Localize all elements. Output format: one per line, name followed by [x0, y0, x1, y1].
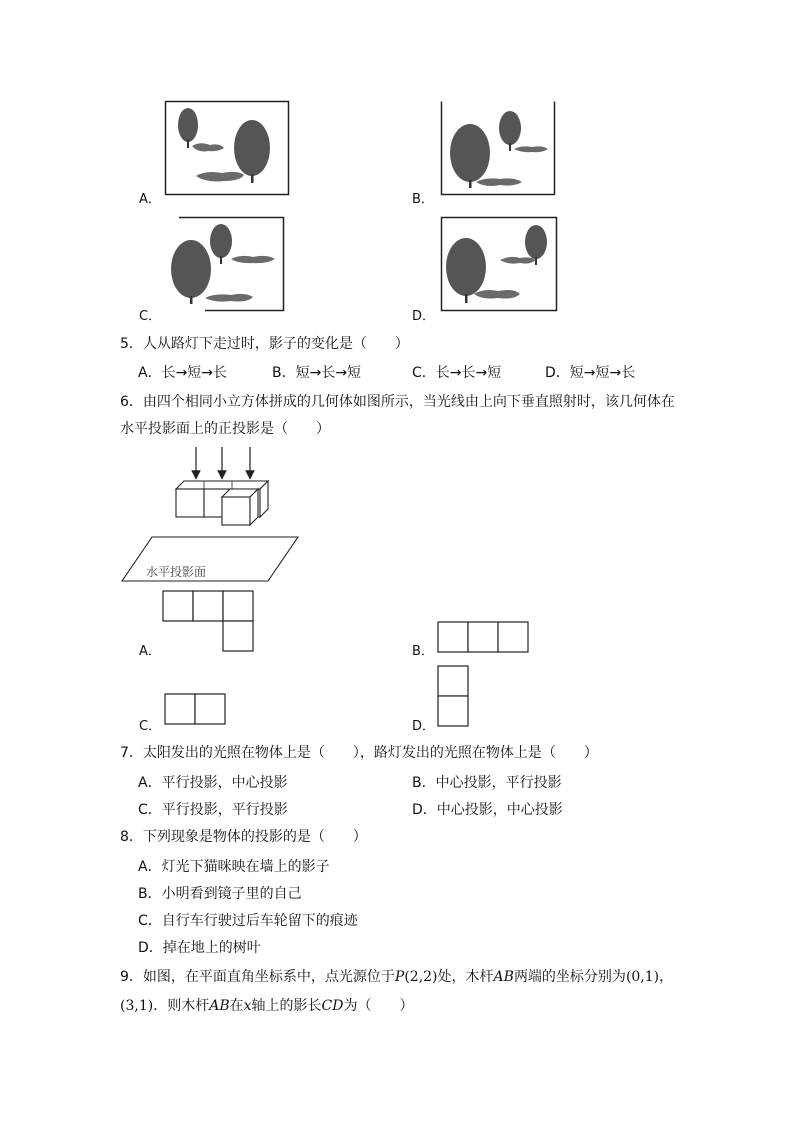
q8-option-b: B．小明看到镜子里的自己 — [138, 886, 302, 902]
q4-label-a: A． — [139, 192, 161, 207]
q4-figure-c — [165, 214, 287, 314]
q8-option-c: C．自行车行驶过后车轮留下的痕迹 — [138, 913, 358, 929]
q9-text-2a: ．则木杆 — [153, 998, 210, 1014]
q9-coord-p: (2,2) — [404, 969, 438, 985]
q4-figure-b — [438, 98, 558, 198]
q9-coord-b: (3,1) — [120, 998, 154, 1014]
q9-text-1c: 两端的坐标分别为 — [513, 969, 626, 985]
q9-stem-line2 — [120, 995, 413, 1015]
q9-seg-ab-2: AB — [209, 998, 230, 1014]
q6-figure-c — [164, 693, 228, 727]
q9-text-1a: 9．如图，在平面直角坐标系中，点光源位于 — [120, 969, 395, 985]
q5-option-b: B．短→长→短 — [272, 365, 362, 381]
q6-figure-a — [162, 590, 256, 654]
q6-stem-line2: 水平投影面上的正投影是（ ） — [120, 421, 330, 437]
q5-stem: 5．人从路灯下走过时，影子的变化是（ ） — [120, 336, 409, 352]
q7-stem: 7．太阳发出的光照在物体上是（ ），路灯发出的光照在物体上是（ ） — [120, 745, 598, 761]
q5-option-a: A．长→短→长 — [138, 365, 228, 381]
q7-option-a: A．平行投影，中心投影 — [138, 775, 288, 791]
q5-option-c: C．长→长→短 — [412, 365, 502, 381]
q8-option-a: A．灯光下猫咪映在墙上的影子 — [138, 859, 330, 875]
q4-label-d: D． — [412, 309, 436, 324]
q6-stem-line1: 6．由四个相同小立方体拼成的几何体如图所示，当光线由上向下垂直照射时，该几何体在 — [120, 394, 675, 410]
q9-stem-line1 — [120, 966, 673, 986]
q9-point-p: P — [394, 969, 405, 985]
q9-comma: ， — [659, 969, 674, 985]
q4-figure-d — [438, 214, 560, 314]
q9-text-2c: 轴上的影长 — [251, 998, 322, 1014]
q6-label-a: A． — [139, 644, 161, 659]
q4-label-c: C． — [139, 309, 162, 324]
q7-option-d: D．中心投影，中心投影 — [412, 802, 563, 818]
q9-text-1b: 处，木杆 — [437, 969, 494, 985]
q9-seg-cd: CD — [321, 998, 344, 1014]
q8-stem: 8．下列现象是物体的投影的是（ ） — [120, 829, 367, 845]
q4-label-b: B． — [412, 192, 434, 207]
q5-option-d: D．短→短→长 — [545, 365, 636, 381]
q7-option-c: C．平行投影，平行投影 — [138, 802, 288, 818]
q6-label-d: D． — [412, 719, 436, 734]
q9-coord-a: (0,1) — [625, 969, 660, 985]
q9-text-2b: 在 — [229, 998, 244, 1014]
q8-option-d: D．掉在地上的树叶 — [138, 940, 261, 956]
q6-label-b: B． — [412, 644, 434, 659]
q9-text-2d: 为（ ） — [343, 998, 414, 1014]
q6-figure-d — [437, 665, 471, 729]
q6-label-c: C． — [139, 719, 162, 734]
q9-seg-ab: AB — [493, 969, 514, 985]
q6-figure-b — [437, 621, 531, 655]
q4-figure-a — [162, 98, 292, 198]
q7-option-b: B．中心投影，平行投影 — [412, 775, 562, 791]
q9-axis-x: x — [243, 998, 252, 1014]
q6-plane-label: 水平投影面 — [146, 565, 207, 579]
